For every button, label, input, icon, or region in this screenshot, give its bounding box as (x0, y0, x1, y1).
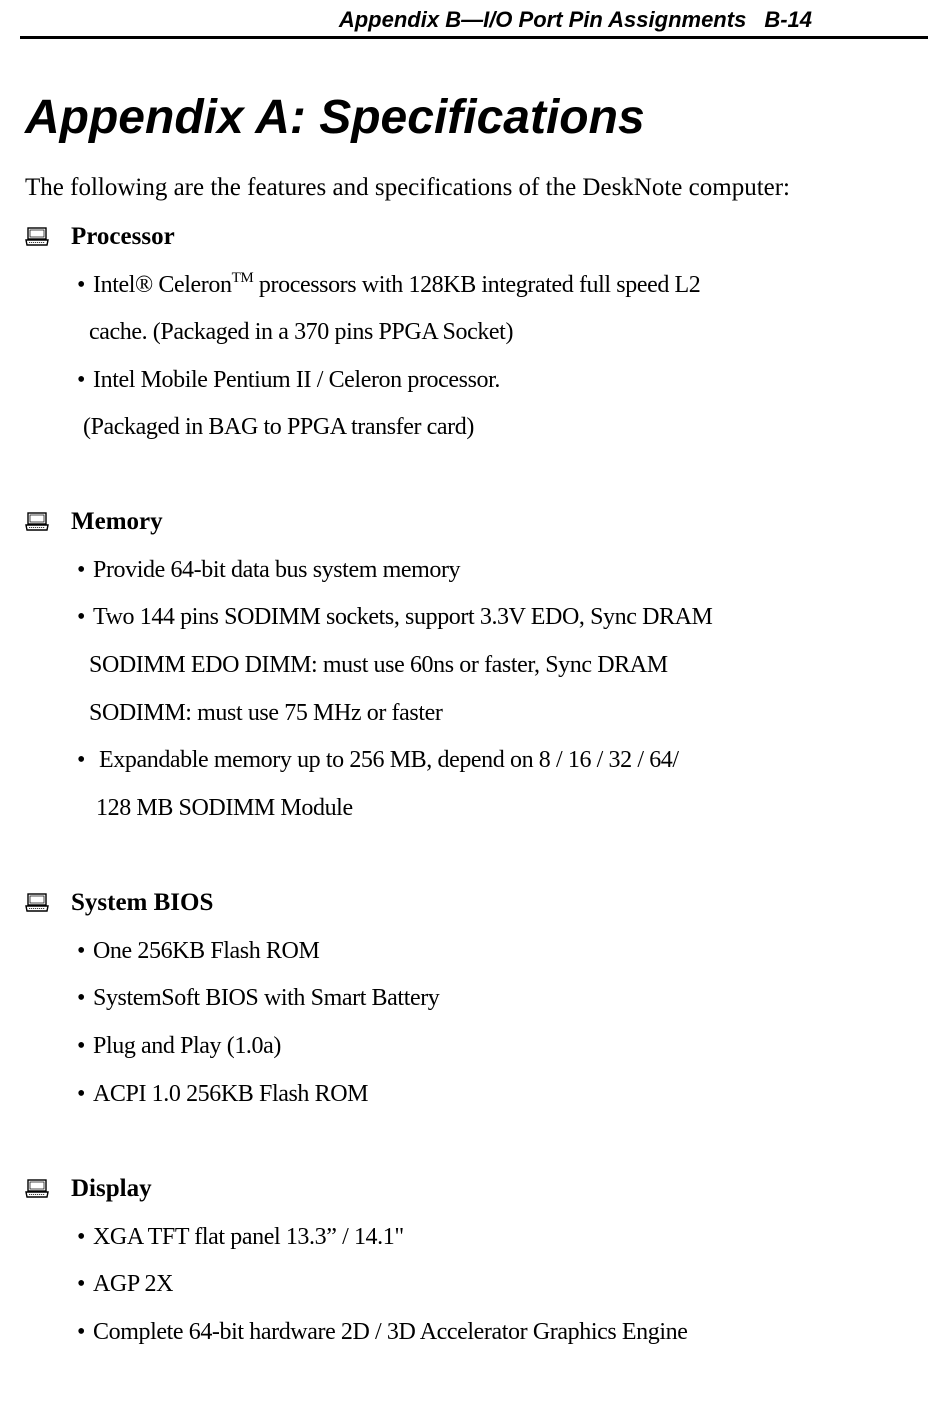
bullet: • (77, 747, 86, 773)
list-item: • SystemSoft BIOS with Smart Battery (77, 982, 439, 1014)
list-item-continuation: cache. (Packaged in a 370 pins PPGA Socket) (89, 319, 514, 345)
bullet: • (77, 1081, 86, 1107)
bullet: • (77, 1033, 86, 1059)
section-title-processor: Processor (71, 223, 175, 250)
section-memory-heading (25, 506, 163, 538)
section-title-display: Display (71, 1175, 152, 1202)
bullet: • (77, 1271, 86, 1297)
laptop-computer-icon (25, 227, 49, 247)
list-item: • Two 144 pins SODIMM sockets, support 3.3V EDO, Sync DRAM (77, 601, 713, 633)
bullet: • (77, 985, 86, 1011)
bullet: • (77, 272, 86, 298)
page-title: Appendix A: Specifications (25, 91, 645, 144)
list-item-continuation: SODIMM: must use 75 MHz or faster (89, 700, 443, 726)
list-item: • Intel Mobile Pentium II / Celeron processor. (77, 364, 500, 396)
section-processor-heading (25, 221, 175, 253)
bullet: • (77, 367, 86, 393)
list-item: • AGP 2X (77, 1268, 173, 1300)
running-header-title: Appendix B—I/O Port Pin Assignments (338, 7, 747, 32)
list-item-continuation: 128 MB SODIMM Module (96, 795, 353, 821)
bullet: • (77, 557, 86, 583)
list-item: • Plug and Play (1.0a) (77, 1030, 281, 1062)
section-title-system-bios: System BIOS (71, 889, 214, 916)
bullet: • (77, 938, 86, 964)
list-item: • Provide 64-bit data bus system memory (77, 554, 460, 586)
bullet: • (77, 1224, 86, 1250)
bullet: • (77, 1319, 86, 1345)
intro-paragraph: The following are the features and specifications of the DeskNote computer: (25, 174, 791, 201)
list-item-continuation: (Packaged in BAG to PPGA transfer card) (83, 414, 474, 440)
header-rule (20, 36, 928, 39)
section-title-memory: Memory (71, 508, 163, 535)
page-number: B-14 (764, 7, 812, 32)
running-header (0, 6, 812, 34)
laptop-computer-icon (25, 893, 49, 913)
list-item: • One 256KB Flash ROM (77, 935, 319, 967)
list-item: • Intel® Celeron™ processors with 128KB integrated full speed L2 (77, 269, 700, 301)
trademark-superscript: TM (231, 270, 254, 286)
list-item: • ACPI 1.0 256KB Flash ROM (77, 1078, 368, 1110)
list-item: • Complete 64-bit hardware 2D / 3D Accelerator Graphics Engine (77, 1316, 687, 1348)
list-item-continuation: SODIMM EDO DIMM: must use 60ns or faster, Sync DRAM (89, 652, 668, 678)
list-item: • Expandable memory up to 256 MB, depend on 8 / 16 / 32 / 64/ (77, 744, 679, 776)
laptop-computer-icon (25, 512, 49, 532)
laptop-computer-icon (25, 1179, 49, 1199)
section-display-heading (25, 1173, 152, 1205)
section-bios-heading (25, 887, 214, 919)
list-item: • XGA TFT flat panel 13.3” / 14.1" (77, 1221, 404, 1253)
bullet: • (77, 604, 86, 630)
